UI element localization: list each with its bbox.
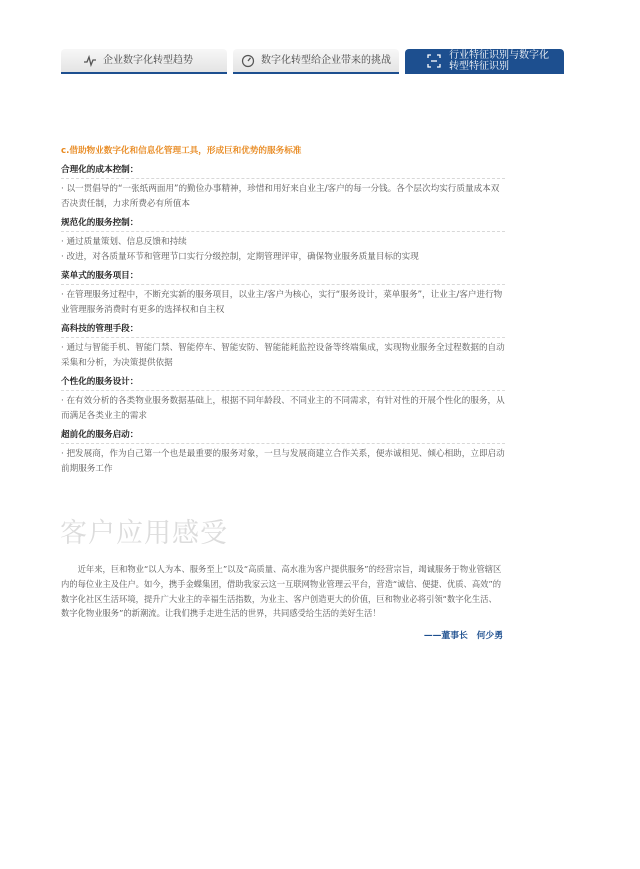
tab-challenges[interactable] — [233, 49, 399, 74]
gauge-icon — [241, 54, 255, 68]
feedback-quote: 近年来，巨和物业“以人为本、服务至上”以及“高质量、高水准为客户提供服务”的经营宗旨，竭诚服务于物业管辖区内的每位业主及住户。如今，携手金蝶集团，借助我家云这一互联网物业管理云平台，营造“诚信、便捷、优质、高效”的数字化社区生活环境，提升广大业主的幸福生活指数，为业主、客户创造更大的价值，巨和物业必将引领“数字化生活、数字化物业服务”的新潮流。让我们携手走进生活的世界，共同感受给生活的美好生活！ — [61, 564, 502, 619]
block-paragraph: · 在有效分析的各类物业服务数据基础上，根据不同年龄段、不同业主的不同需求，有针对性的开展个性化的服务，从而满足各类业主的需求 — [61, 395, 505, 421]
feedback-signature: ——董事长 何少勇 — [423, 631, 503, 641]
block-heading: 高科技的管理手段： — [61, 322, 505, 338]
pulse-chart-icon — [83, 54, 97, 68]
block-heading: 超前化的服务启动： — [61, 428, 505, 444]
block-heading: 合理化的成本控制： — [61, 163, 505, 179]
block-paragraph: · 通过与智能手机、智能门禁、智能停车、智能安防、智能能耗监控设备等终端集成，实现物业服务全过程数据的自动采集和分析，为决策提供依据 — [61, 342, 505, 368]
tab-label: 企业数字化转型趋势 — [103, 55, 193, 66]
tab-bar — [61, 49, 564, 74]
block-paragraph: · 以一贯倡导的“一张纸两面用”的勤俭办事精神，珍惜和用好来自业主/客户的每一分钱。各个层次均实行质量成本双否决责任制，力求所费必有所值本 — [61, 183, 500, 209]
block-heading: 菜单式的服务项目： — [61, 269, 505, 285]
block-paragraph: · 把发展商，作为自己第一个也是最重要的服务对象，一旦与发展商建立合作关系，便赤诚相见、倾心相助，立即启动前期服务工作 — [61, 448, 505, 474]
tab-industry-features[interactable] — [405, 49, 564, 74]
service-standards-section — [61, 144, 505, 478]
block-paragraph: · 改进，对各质量环节和管理节口实行分级控制，定期管理评审，确保物业服务质量目标的实现 — [61, 252, 419, 262]
block-paragraph: · 通过质量策划、信息反馈和持续 — [61, 236, 187, 247]
focus-frame-icon — [427, 54, 441, 68]
tab-label: 行业特征识别与数字化转型特征识别 — [449, 49, 549, 72]
block-heading: 个性化的服务设计： — [61, 375, 505, 391]
tab-label: 数字化转型给企业带来的挑战 — [261, 55, 391, 66]
feedback-title: 客户应用感受 — [60, 518, 228, 549]
block-paragraph: · 在管理服务过程中，不断充实新的服务项目，以业主/客户为核心，实行“服务设计，菜单服务”，让业主/客户进行物业管理服务消费时有更多的选择权和自主权 — [61, 289, 503, 315]
tab-digital-trend[interactable] — [61, 49, 227, 74]
section-title: c.借助物业数字化和信息化管理工具，形成巨和优势的服务标准 — [61, 146, 302, 156]
block-heading: 规范化的服务控制： — [61, 216, 505, 232]
